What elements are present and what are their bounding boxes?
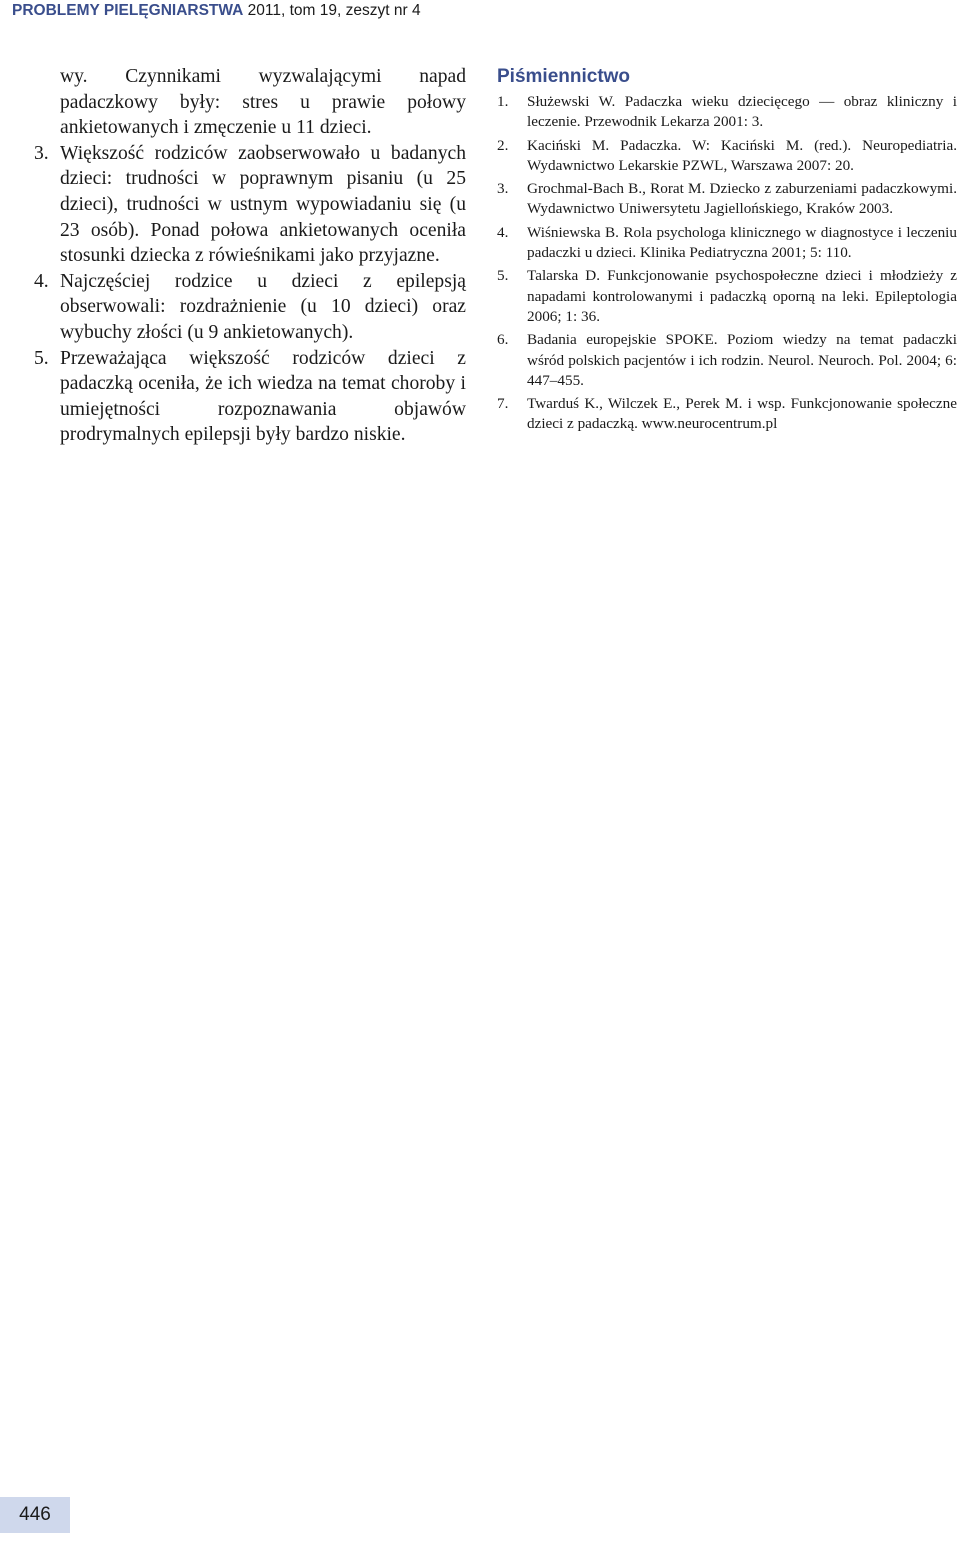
reference-number: 3. <box>497 180 509 198</box>
conclusion-item-3 <box>34 141 466 269</box>
reference-text: Kaciński M. Padaczka. W: Kaciński M. (red.). Neuropediatria. Wydawnictwo Lekarskie PZWL, Warszawa 2007: 20. <box>527 136 957 174</box>
references-title: Piśmiennictwo <box>497 66 631 87</box>
item-number: 3. <box>34 142 49 164</box>
references-column <box>497 66 957 438</box>
reference-number: 2. <box>497 136 509 154</box>
left-column <box>34 64 466 448</box>
item-text: Większość rodziców zaobserwowało u badanych dzieci: trudności w poprawnym pisaniu (u 25 dzieci), trudności w ustnym wypowiadaniu się (u 23 osób). Ponad połowa ankietowanych oceniła stosunki dziecka z rówieśnikami jako przyjazne. <box>60 142 466 267</box>
reference-item <box>497 266 957 327</box>
reference-number: 6. <box>497 331 509 349</box>
reference-number: 4. <box>497 223 509 241</box>
reference-number: 1. <box>497 93 509 110</box>
running-header <box>12 2 421 20</box>
page-number: 446 <box>19 1504 51 1525</box>
conclusion-item-5 <box>34 346 466 448</box>
reference-text: Twarduś K., Wilczek E., Perek M. i wsp. Funkcjonowanie społeczne dzieci z padaczką. www.neurocentrum.pl <box>527 395 957 433</box>
reference-text: Talarska D. Funkcjonowanie psychospołeczne dzieci i młodzieży z napadami kontrolowanymi i padaczką oporną na leki. Epileptologia 2006; 1: 36. <box>527 267 957 325</box>
reference-item <box>497 179 957 220</box>
reference-item <box>497 223 957 264</box>
conclusion-item-4 <box>34 269 466 346</box>
page-number-box <box>0 1497 70 1533</box>
reference-item <box>497 136 957 177</box>
continuation-paragraph: wy. Czynnikami wyzwalającymi napad padaczkowy były: stres u prawie połowy ankietowanych i zmęczenie u 11 dzieci. <box>60 66 466 139</box>
item-text: Najczęściej rodzice u dzieci z epilepsją obserwowali: rozdrażnienie (u 10 dzieci) oraz wybuchy złości (u 9 ankietowanych). <box>60 270 466 343</box>
reference-number: 7. <box>497 395 509 413</box>
issue-info: 2011, tom 19, zeszyt nr 4 <box>243 2 421 19</box>
item-text: Przeważająca większość rodziców dzieci z padaczką oceniła, że ich wiedza na temat choroby i umiejętności rozpoznawania objawów prodrymalnych epilepsji były bardzo niskie. <box>60 347 466 446</box>
reference-number: 5. <box>497 267 509 285</box>
journal-title: PROBLEMY PIELĘGNIARSTWA <box>12 2 244 19</box>
reference-text: Grochmal-Bach B., Rorat M. Dziecko z zaburzeniami padaczkowymi. Wydawnictwo Uniwersytetu Jagiellońskiego, Kraków 2003. <box>527 180 957 218</box>
reference-item <box>497 92 957 133</box>
reference-text: Badania europejskie SPOKE. Poziom wiedzy na temat padaczki wśród polskich pacjentów i ich rodzin. Neurol. Neuroch. Pol. 2004; 6: 447–455. <box>527 331 957 389</box>
references-list <box>497 92 957 435</box>
reference-item <box>497 330 957 391</box>
reference-item <box>497 394 957 435</box>
item-number: 5. <box>34 347 49 369</box>
reference-text: Wiśniewska B. Rola psychologa klinicznego w diagnostyce i leczeniu padaczki u dzieci. Klinika Pediatryczna 2001; 5: 110. <box>527 223 957 262</box>
item-number: 4. <box>34 270 49 292</box>
reference-text: Służewski W. Padaczka wieku dziecięcego — obraz kliniczny i leczenie. Przewodnik Lekarza 2001: 3. <box>527 93 957 131</box>
